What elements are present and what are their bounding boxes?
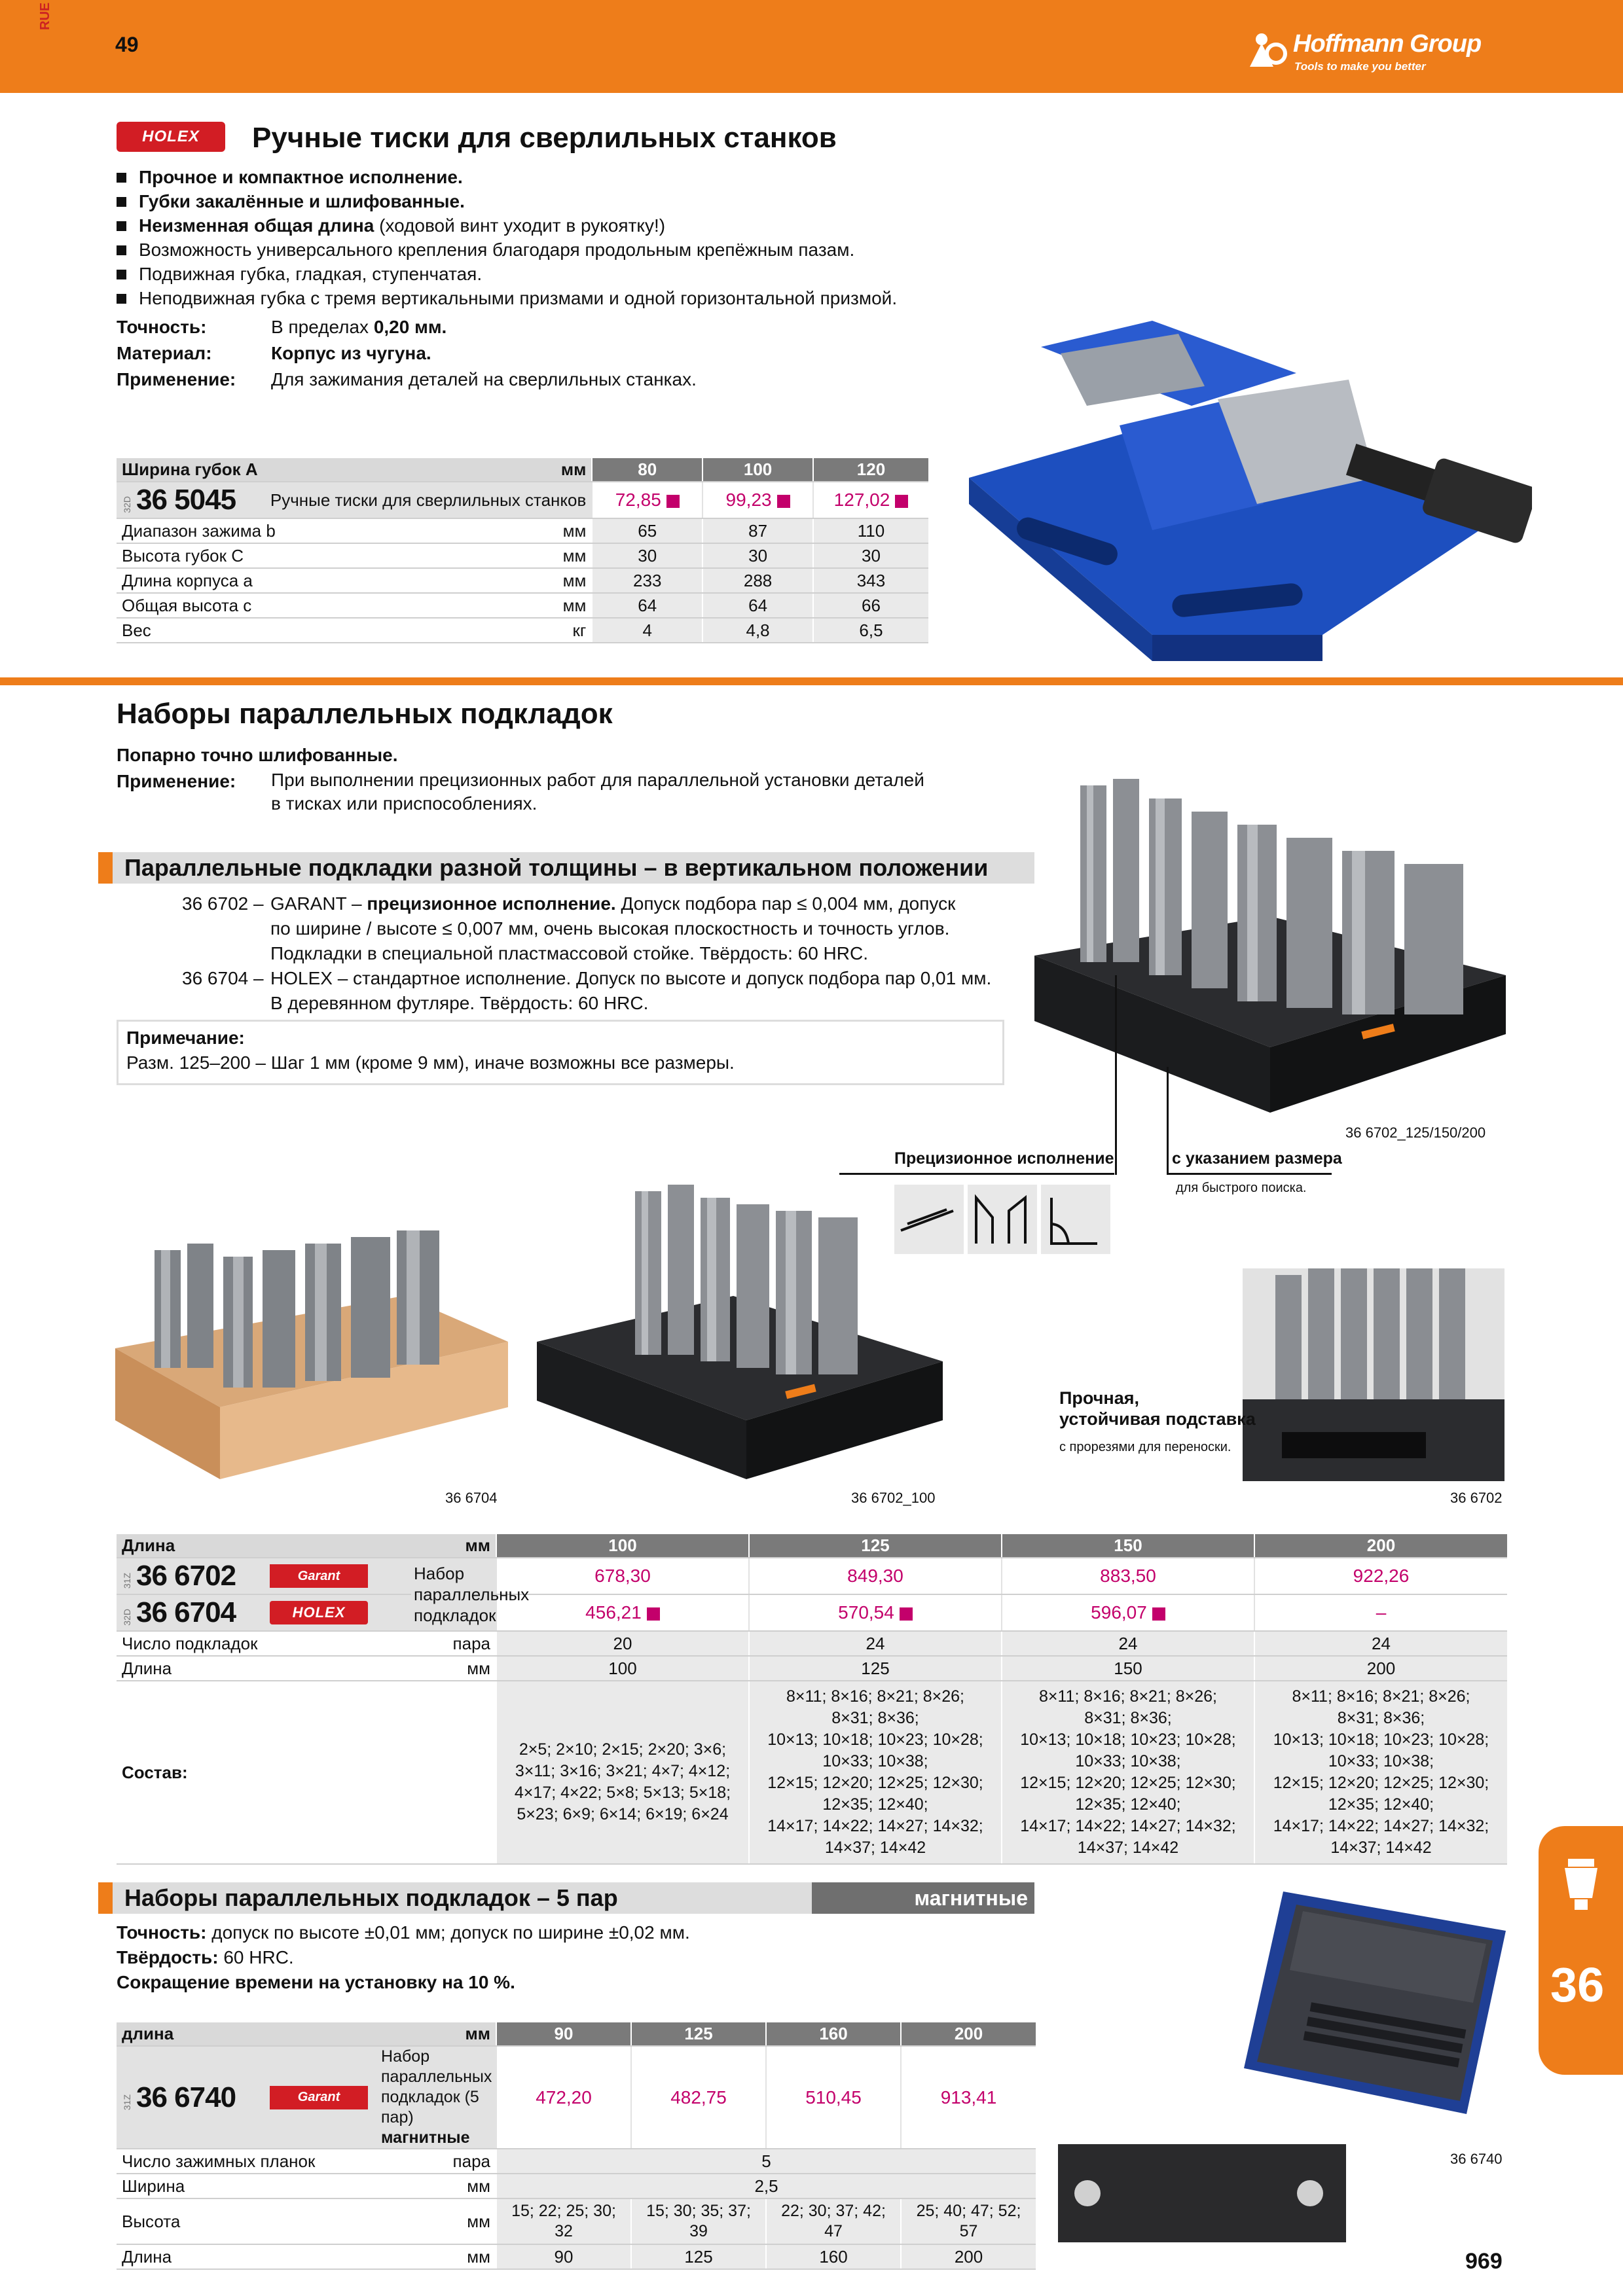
hoffmann-logo — [1247, 26, 1509, 79]
table-row: Диапазон зажима b мм 65 87 110 — [117, 518, 928, 543]
parallels-spec-table — [117, 1534, 1507, 1865]
variant-36-6702: 36 6702 – GARANT – прецизионное исполнение. Допуск подбора пар ≤ 0,004 мм, допуск по ширине / высоте ≤ 0,007 мм, очень высокая плоскостность и точность углов. Подкладки в специальной пластмассовой стойке. Твёрдость: 60 HRC. — [182, 893, 956, 963]
table-row: Вес кг 4 4,8 6,5 — [117, 618, 928, 643]
feature-item: Неподвижная губка с тремя вертикальными призмами и одной горизонтальной призмой. — [117, 286, 968, 310]
brand-name: Hoffmann Group — [1293, 30, 1482, 58]
material-value: Корпус из чугуна. — [271, 343, 431, 363]
garant-badge: Garant — [270, 2086, 368, 2109]
magnetic-badge: магнитные — [812, 1882, 1034, 1914]
composition-cell: 8×11; 8×16; 8×21; 8×26; 8×31; 8×36; 10×13; 10×18; 10×23; 10×28; 10×33; 10×38; 12×15; 12×20; 12×25; 12×30; 12×35; 12×40; 14×17; 14×22; 14×27; 14×32; 14×37; 14×42 — [1254, 1681, 1507, 1864]
parallels-stand-image — [1021, 759, 1506, 1126]
feature-item: Возможность универсального крепления благодаря продольным крепёжным пазам. — [117, 238, 968, 262]
magnetic-case-image — [1231, 1878, 1519, 2140]
parallels-plastic-stand-image — [537, 1165, 943, 1499]
feature-item: Прочное и компактное исполнение. — [117, 165, 968, 189]
table-row: длина мм 90 125 160 200 — [117, 2022, 1036, 2046]
hoffmann-logo-icon — [1247, 29, 1289, 71]
magnetic-plate-image — [1058, 2144, 1346, 2242]
vice-properties: Точность: В пределах 0,20 мм. Материал: Корпус из чугуна. Применение: Для зажимания деталей на сверлильных станках. — [117, 314, 902, 393]
magnetic-spec-table — [117, 2022, 1036, 2270]
time-saving-note: Сокращение времени на установку на 10 %. — [117, 1972, 515, 1992]
chapter-number: 36 — [1550, 1958, 1605, 2012]
note-text: Разм. 125–200 – Шаг 1 мм (кроме 9 мм), иначе возможны все размеры. — [126, 1052, 735, 1073]
table-row: Длина корпуса a мм 233 288 343 — [117, 568, 928, 593]
parallels-wooden-box-image — [115, 1211, 508, 1486]
use-value: Для зажимания деталей на сверлильных станках. — [271, 369, 697, 389]
parallels-subtitle: Попарно точно шлифованные. — [117, 745, 398, 765]
composition-cell: 2×5; 2×10; 2×15; 2×20; 3×6; 3×11; 3×16; 3×21; 4×7; 4×12; 4×17; 4×22; 5×8; 5×13; 5×18; 5×23; 6×9; 6×14; 6×19; 6×24 — [496, 1681, 749, 1864]
feature-item: Подвижная губка, гладкая, ступенчатая. — [117, 262, 968, 286]
subsection-header-vertical: Параллельные подкладки разной толщины – в вертикальном положении — [98, 852, 1034, 884]
table-row: Длина мм 100 125 150 200 — [117, 1656, 1507, 1681]
parallels-intro — [117, 742, 968, 827]
price-cell: 456,21 — [496, 1594, 749, 1631]
image-caption: 36 6704 — [445, 1490, 498, 1506]
table-row — [117, 1558, 1507, 1594]
table-row: Длина мм 90 125 160 200 — [117, 2244, 1036, 2269]
feature-item: Губки закалённые и шлифованные. — [117, 189, 968, 213]
set-description: Набор параллельных подкладок — [411, 1558, 496, 1631]
price-cell: 678,30 — [496, 1558, 749, 1594]
table-row: Длина мм 100 125 150 200 — [117, 1534, 1507, 1558]
material-label: Материал: — [117, 343, 212, 363]
feature-item: Неизменная общая длина (ходовой винт уходит в рукоятку!) — [117, 213, 968, 238]
holex-badge: HOLEX — [270, 1601, 368, 1624]
image-caption: 36 6702_125/150/200 — [1345, 1124, 1486, 1141]
stand-detail-image — [1243, 1268, 1504, 1481]
garant-badge: Garant — [270, 1564, 368, 1588]
subsection-header-magnetic: Наборы параллельных подкладок – 5 пар — [98, 1882, 812, 1914]
catalog-page-number: 49 — [115, 33, 139, 56]
table-row: Высота мм 15; 22; 25; 30; 32 15; 30; 35; 37; 39 22; 30; 37; 42; 47 25; 40; 47; 52; 57 — [117, 2198, 1036, 2244]
note-box — [117, 1020, 1004, 1085]
precision-value: 0,20 мм. — [373, 317, 447, 337]
price-cell: 570,54 — [749, 1594, 1002, 1631]
table-row: 32D 36 5045 Ручные тиски для сверлильных станков 72,85 99,23 127,02 — [117, 482, 928, 518]
page-number: 969 — [1465, 2249, 1503, 2274]
callout-size-sub: для быстрого поиска. — [1176, 1181, 1307, 1195]
price-cell: 849,30 — [749, 1558, 1002, 1594]
language-code: RUE — [38, 2, 52, 30]
price-cell: 596,07 — [1002, 1594, 1254, 1631]
price-cell: 72,85 — [592, 482, 702, 518]
table-row — [117, 2046, 1036, 2149]
use-label: Применение: — [117, 369, 236, 389]
table-row: Число подкладок пара 20 24 24 24 — [117, 1631, 1507, 1656]
note-label: Примечание: — [126, 1028, 245, 1048]
price-cell: 482,75 — [631, 2046, 766, 2149]
table-row: Ширина мм 2,5 — [117, 2174, 1036, 2198]
price-cell: 127,02 — [813, 482, 928, 518]
use-value: При выполнении прецизионных работ для параллельной установки деталей в тисках или приспособлениях. — [271, 770, 924, 814]
price-cell: 99,23 — [702, 482, 813, 518]
article-cell: 31Z 36 6702 — [117, 1558, 267, 1594]
article-cell: 32D 36 6704 — [117, 1594, 267, 1631]
table-row: Общая высота c мм 64 64 66 — [117, 593, 928, 618]
section-divider — [0, 677, 1623, 685]
section-title-parallels: Наборы параллельных подкладок — [117, 698, 613, 730]
composition-cell: 8×11; 8×16; 8×21; 8×26; 8×31; 8×36; 10×13; 10×18; 10×23; 10×28; 10×33; 10×38; 12×15; 12×20; 12×25; 12×30; 12×35; 12×40; 14×17; 14×22; 14×27; 14×32; 14×37; 14×42 — [749, 1681, 1002, 1864]
image-caption: 36 6740 — [1450, 2151, 1503, 2167]
price-cell: 883,50 — [1002, 1558, 1254, 1594]
price-cell: – — [1254, 1594, 1507, 1631]
section-title-vice: Ручные тиски для сверлильных станков — [252, 122, 837, 154]
table-row: Число зажимных планок пара 5 — [117, 2149, 1036, 2174]
price-cell: 510,45 — [766, 2046, 901, 2149]
variant-descriptions — [182, 891, 1033, 1016]
callout-stand: Прочная, устойчивая подставка — [1059, 1388, 1256, 1429]
price-cell: 922,26 — [1254, 1558, 1507, 1594]
image-caption: 36 6702 — [1450, 1490, 1503, 1506]
price-cell: 913,41 — [901, 2046, 1036, 2149]
feature-list — [117, 165, 968, 310]
magnetic-properties: Точность: допуск по высоте ±0,01 мм; допуск по ширине ±0,02 мм. Твёрдость: 60 HRC. Сокращение времени на установку на 10 %. — [117, 1920, 1020, 1995]
table-row — [117, 1594, 1507, 1631]
clamping-icon — [1558, 1859, 1604, 1911]
precision-label: Точность: — [117, 317, 207, 337]
variant-36-6704: 36 6704 – HOLEX – стандартное исполнение. Допуск по высоте и допуск подбора пар 0,01 мм. В деревянном футляре. Твёрдость: 60 HRC. — [182, 968, 992, 1013]
holex-badge: HOLEX — [117, 122, 225, 152]
use-label: Применение: — [117, 771, 236, 791]
chapter-tab — [1539, 1826, 1623, 2075]
drill-vice-image — [956, 308, 1532, 668]
price-cell: 472,20 — [496, 2046, 631, 2149]
callout-stand-sub: с прорезями для переноски. — [1059, 1440, 1231, 1454]
set-description: Набор параллельных подкладок (5 пар) магнитные — [378, 2046, 496, 2149]
table-row: Ширина губок A мм 80 100 120 — [117, 458, 928, 482]
composition-cell: 8×11; 8×16; 8×21; 8×26; 8×31; 8×36; 10×13; 10×18; 10×23; 10×28; 10×33; 10×38; 12×15; 12×20; 12×25; 12×30; 12×35; 12×40; 14×17; 14×22; 14×27; 14×32; 14×37; 14×42 — [1002, 1681, 1254, 1864]
brand-tagline: Tools to make you better — [1294, 60, 1426, 73]
article-cell: 32D 36 5045 — [117, 482, 257, 518]
image-caption: 36 6702_100 — [851, 1490, 936, 1506]
vice-spec-table — [117, 458, 928, 643]
article-cell: 31Z 36 6740 — [117, 2046, 267, 2149]
callout-size-label: с указанием размера — [1172, 1149, 1342, 1168]
table-row: Состав: 2×5; 2×10; 2×15; 2×20; 3×6; 3×11; 3×16; 3×21; 4×7; 4×12; 4×17; 4×22; 5×8; 5×13; 5×18; 5×23; 6×9; 6×14; 6×19; 6×24 8×11; 8×16; 8×21; 8×26; 8×31; 8×36; 10×13; 10×18; 10×23; 10×28; 10×33; 10×38; 12×15; 12×20; 12×25; 12×30; 12×35; 12×40; 14×17; 14×22; 14×27; 14×32; 14×37; 14×42 8×11; 8×16; 8×21; 8×26; 8×31; 8×36; 10×13; 10×18; 10×23; 10×28; 10×33; 10×38; 12×15; 12×20; 12×25; 12×30; 12×35; 12×40; 14×17; 14×22; 14×27; 14×32; 14×37; 14×42 8×11; 8×16; 8×21; 8×26; 8×31; 8×36; 10×13; 10×18; 10×23; 10×28; 10×33; 10×38; 12×15; 12×20; 12×25; 12×30; 12×35; 12×40; 14×17; 14×22; 14×27; 14×32; 14×37; 14×42 — [117, 1681, 1507, 1864]
table-row: Высота губок C мм 30 30 30 — [117, 543, 928, 568]
callout-precision: Прецизионное исполнение — [894, 1149, 1114, 1168]
